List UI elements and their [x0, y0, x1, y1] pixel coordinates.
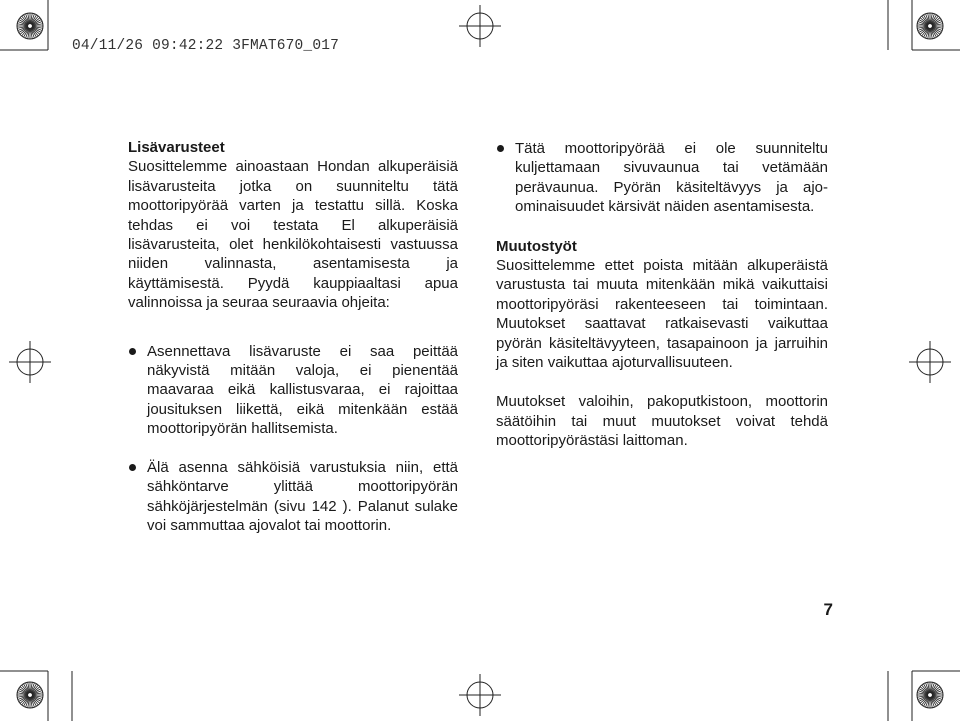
- accessories-intro: Suosittelemme ainoastaan Hondan alkuperäisiä lisävarusteita jotka on suunniteltu tätä moottoripyörää varten ja testattu sillä. Koska tehdas ei voi testata El alkuperäisiä lisävarusteita, olet henkilökohtaisesti vastuussa niiden valinnasta, asentamisesta ja käyttämisestä. Pyydä kauppiaaltasi apua valinnoissa ja seuraa seuraavia ohjeita:: [128, 158, 458, 312]
- modifications-heading: Muutostyöt: [496, 237, 577, 255]
- starburst-mark: [17, 13, 43, 39]
- accessories-bullets: [128, 342, 458, 536]
- modifications-column: [496, 139, 828, 451]
- starburst-mark: [917, 13, 943, 39]
- list-item: Asennettava lisävaruste ei saa peittää näkyvistä mitään valoja, ei pienentää maavaraa eikä kallistusvaraa, ei rajoittaa jousituksen liikettä, eikä mitenkään estää moottoripyörän hallitsemista.: [128, 342, 458, 439]
- accessories-heading: Lisävarusteet: [128, 139, 225, 156]
- list-item: Tätä moottoripyörää ei ole suunniteltu kuljettamaan sivuvaunua tai vetämään perävaunua. Pyörän käsiteltävyys ja ajo-ominaisuudet kärsivät näiden asentamisesta.: [496, 139, 828, 217]
- print-slug: 04/11/26 09:42:22 3FMAT670_017: [72, 38, 340, 54]
- modifications-paragraph: Suosittelemme ettet poista mitään alkuperäistä varustusta tai muuta mitenkään mikä vaikuttaisi moottoripyöräsi rakenteeseen tai toimintaan. Muutokset saattavat ratkaisevasti vaikuttaa pyörän käsiteltävyyteen, tasapainoon ja jarruihin ja siten vaikuttaa ajoturvallisuuteen.: [496, 257, 828, 372]
- legality-paragraph: Muutokset valoihin, pakoputkistoon, moottorin säätöihin tai muut muutokset voivat tehdä moottoripyörästäsi laittoman.: [496, 393, 828, 450]
- page-number: 7: [823, 600, 833, 619]
- accessories-column: [128, 138, 458, 535]
- starburst-mark: [917, 682, 943, 708]
- starburst-mark: [17, 682, 43, 708]
- sidecar-bullets: [496, 139, 828, 217]
- list-item: Älä asenna sähköisiä varustuksia niin, että sähköntarve ylittää moottoripyörän sähköjärjestelmän (sivu 142 ). Palanut sulake voi sammuttaa ajovalot tai moottorin.: [128, 458, 458, 536]
